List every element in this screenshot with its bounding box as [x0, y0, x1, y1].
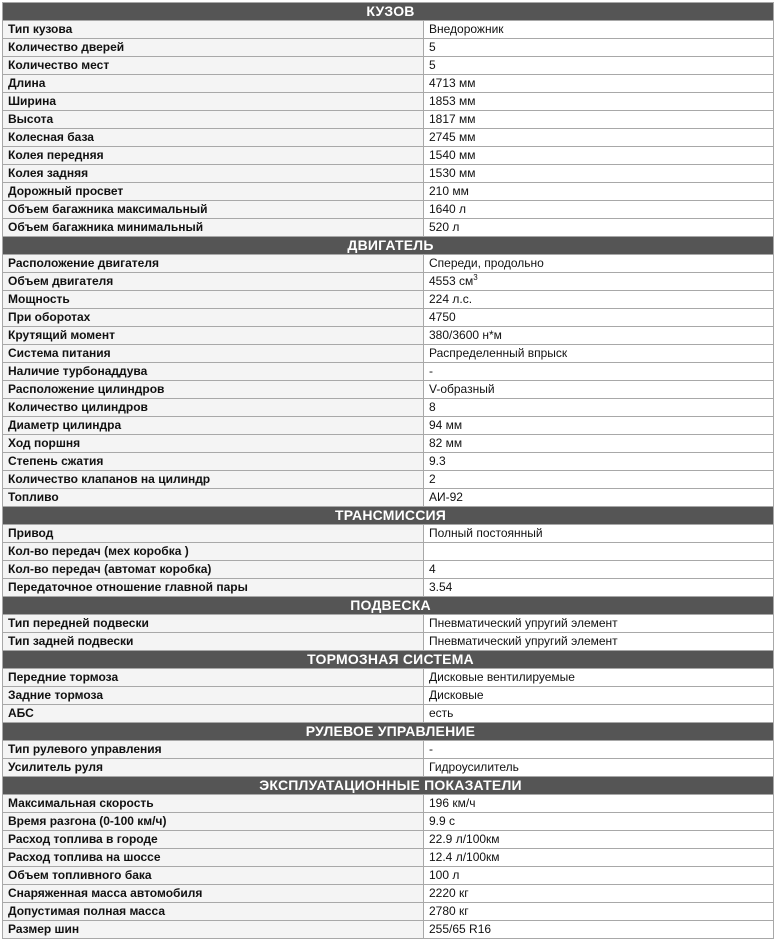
spec-value [424, 489, 774, 507]
spec-label: Диаметр цилиндра [3, 417, 424, 435]
table-row [3, 165, 774, 183]
spec-value [424, 579, 774, 597]
spec-value-text: Гидроусилитель [429, 760, 519, 774]
spec-label: Снаряженная масса автомобиля [3, 885, 424, 903]
spec-label: Ширина [3, 93, 424, 111]
table-row [3, 93, 774, 111]
spec-value [424, 669, 774, 687]
spec-value [424, 273, 774, 291]
table-row [3, 831, 774, 849]
section-title: ПОДВЕСКА [3, 597, 774, 615]
table-row [3, 417, 774, 435]
spec-value [424, 147, 774, 165]
spec-value [424, 219, 774, 237]
table-row [3, 489, 774, 507]
spec-label: Количество мест [3, 57, 424, 75]
spec-value [424, 417, 774, 435]
spec-value-text: 2 [429, 472, 436, 486]
table-row [3, 309, 774, 327]
spec-value [424, 633, 774, 651]
spec-value-text: 94 мм [429, 418, 463, 432]
section-header [3, 3, 774, 21]
table-row [3, 129, 774, 147]
spec-value-text: 100 л [429, 868, 460, 882]
table-row [3, 201, 774, 219]
spec-label: Допустимая полная масса [3, 903, 424, 921]
specs-table-body [3, 3, 774, 939]
table-row [3, 471, 774, 489]
table-row [3, 903, 774, 921]
spec-value [424, 471, 774, 489]
spec-value [424, 381, 774, 399]
spec-label: Тип рулевого управления [3, 741, 424, 759]
spec-value-text: - [429, 742, 433, 756]
spec-label: Колея задняя [3, 165, 424, 183]
spec-value [424, 57, 774, 75]
spec-value [424, 867, 774, 885]
spec-label: При оборотах [3, 309, 424, 327]
spec-value-text: Пневматический упругий элемент [429, 634, 618, 648]
spec-value-text: 5 [429, 40, 436, 54]
table-row [3, 21, 774, 39]
spec-value-superscript: 3 [473, 273, 478, 282]
spec-value-text: Пневматический упругий элемент [429, 616, 618, 630]
section-header [3, 597, 774, 615]
spec-value-text: Спереди, продольно [429, 256, 544, 270]
table-row [3, 183, 774, 201]
table-row [3, 219, 774, 237]
table-row [3, 75, 774, 93]
section-header [3, 237, 774, 255]
spec-label: Тип кузова [3, 21, 424, 39]
table-row [3, 795, 774, 813]
table-row [3, 525, 774, 543]
spec-value-text: 1853 мм [429, 94, 476, 108]
spec-value [424, 921, 774, 939]
spec-value [424, 39, 774, 57]
spec-value-text: 255/65 R16 [429, 922, 492, 936]
spec-value-text: 1640 л [429, 202, 467, 216]
spec-value-text: 4 [429, 562, 436, 576]
spec-value [424, 75, 774, 93]
section-title: ТОРМОЗНАЯ СИСТЕМА [3, 651, 774, 669]
spec-value-text: 520 л [429, 220, 460, 234]
spec-value [424, 327, 774, 345]
spec-label: Длина [3, 75, 424, 93]
spec-value [424, 165, 774, 183]
table-row [3, 705, 774, 723]
spec-label: Наличие турбонаддува [3, 363, 424, 381]
spec-value-text: Распределенный впрыск [429, 346, 568, 360]
spec-value-text: 2745 мм [429, 130, 476, 144]
table-row [3, 561, 774, 579]
spec-label: Передаточное отношение главной пары [3, 579, 424, 597]
table-row [3, 111, 774, 129]
table-row [3, 687, 774, 705]
spec-label: Количество клапанов на цилиндр [3, 471, 424, 489]
table-row [3, 291, 774, 309]
spec-value-text: Дисковые [429, 688, 484, 702]
table-row [3, 579, 774, 597]
table-row [3, 381, 774, 399]
spec-label: Колея передняя [3, 147, 424, 165]
section-header [3, 651, 774, 669]
spec-value [424, 435, 774, 453]
spec-value-text: 1530 мм [429, 166, 476, 180]
spec-value [424, 561, 774, 579]
spec-label: Крутящий момент [3, 327, 424, 345]
spec-value [424, 705, 774, 723]
spec-value [424, 885, 774, 903]
spec-label: Время разгона (0-100 км/ч) [3, 813, 424, 831]
spec-value-text: Внедорожник [429, 22, 504, 36]
spec-label: Кол-во передач (мех коробка ) [3, 543, 424, 561]
spec-value [424, 849, 774, 867]
spec-value [424, 183, 774, 201]
spec-value-text: 1540 мм [429, 148, 476, 162]
spec-label: Объем топливного бака [3, 867, 424, 885]
spec-label: Количество дверей [3, 39, 424, 57]
spec-label: Расположение цилиндров [3, 381, 424, 399]
spec-value [424, 903, 774, 921]
spec-label: Объем багажника максимальный [3, 201, 424, 219]
spec-value-text: 2780 кг [429, 904, 469, 918]
spec-value [424, 291, 774, 309]
spec-value-text: АИ-92 [429, 490, 463, 504]
spec-value-text: 9.3 [429, 454, 446, 468]
spec-value-text: 3.54 [429, 580, 453, 594]
spec-value-text: 9.9 с [429, 814, 456, 828]
spec-label: Колесная база [3, 129, 424, 147]
table-row [3, 345, 774, 363]
spec-value [424, 525, 774, 543]
spec-label: АБС [3, 705, 424, 723]
spec-value [424, 255, 774, 273]
spec-value [424, 813, 774, 831]
table-row [3, 813, 774, 831]
spec-value [424, 831, 774, 849]
spec-label: Топливо [3, 489, 424, 507]
spec-label: Ход поршня [3, 435, 424, 453]
spec-value-text: 82 мм [429, 436, 463, 450]
spec-value [424, 453, 774, 471]
spec-value-text: 2220 кг [429, 886, 469, 900]
spec-label: Высота [3, 111, 424, 129]
spec-label: Тип задней подвески [3, 633, 424, 651]
table-row [3, 435, 774, 453]
spec-label: Усилитель руля [3, 759, 424, 777]
table-row [3, 147, 774, 165]
spec-value [424, 687, 774, 705]
table-row [3, 543, 774, 561]
spec-label: Дорожный просвет [3, 183, 424, 201]
spec-label: Количество цилиндров [3, 399, 424, 417]
table-row [3, 885, 774, 903]
table-row [3, 633, 774, 651]
table-row [3, 849, 774, 867]
spec-label: Расположение двигателя [3, 255, 424, 273]
table-row [3, 867, 774, 885]
spec-value [424, 93, 774, 111]
section-title: ЭКСПЛУАТАЦИОННЫЕ ПОКАЗАТЕЛИ [3, 777, 774, 795]
spec-value-text: 4553 см [429, 274, 474, 288]
spec-value-text: 12.4 л/100км [429, 850, 500, 864]
spec-value-text: 1817 мм [429, 112, 476, 126]
spec-value-text: 380/3600 н*м [429, 328, 502, 342]
spec-value-text: есть [429, 706, 454, 720]
section-header [3, 777, 774, 795]
table-row [3, 57, 774, 75]
spec-value [424, 363, 774, 381]
table-row [3, 327, 774, 345]
spec-value-text: Дисковые вентилируемые [429, 670, 575, 684]
spec-value-text: Полный постоянный [429, 526, 543, 540]
spec-label: Расход топлива в городе [3, 831, 424, 849]
spec-label: Система питания [3, 345, 424, 363]
spec-label: Степень сжатия [3, 453, 424, 471]
spec-label: Привод [3, 525, 424, 543]
spec-label: Объем багажника минимальный [3, 219, 424, 237]
spec-label: Объем двигателя [3, 273, 424, 291]
spec-value [424, 345, 774, 363]
section-title: РУЛЕВОЕ УПРАВЛЕНИЕ [3, 723, 774, 741]
spec-value-text: 196 км/ч [429, 796, 476, 810]
table-row [3, 669, 774, 687]
section-title: ДВИГАТЕЛЬ [3, 237, 774, 255]
specs-table [2, 2, 774, 939]
section-header [3, 723, 774, 741]
section-header [3, 507, 774, 525]
section-title: КУЗОВ [3, 3, 774, 21]
spec-label: Размер шин [3, 921, 424, 939]
spec-label: Максимальная скорость [3, 795, 424, 813]
table-row [3, 453, 774, 471]
spec-label: Мощность [3, 291, 424, 309]
spec-value-text: - [429, 364, 433, 378]
table-row [3, 741, 774, 759]
spec-value [424, 129, 774, 147]
spec-value [424, 615, 774, 633]
spec-value [424, 543, 774, 561]
spec-value-text: 4713 мм [429, 76, 476, 90]
table-row [3, 615, 774, 633]
table-row [3, 363, 774, 381]
table-row [3, 273, 774, 291]
spec-value-text: V-образный [429, 382, 495, 396]
spec-value [424, 309, 774, 327]
spec-value [424, 399, 774, 417]
table-row [3, 759, 774, 777]
table-row [3, 255, 774, 273]
section-title: ТРАНСМИССИЯ [3, 507, 774, 525]
spec-value [424, 111, 774, 129]
spec-value-text: 210 мм [429, 184, 469, 198]
spec-label: Задние тормоза [3, 687, 424, 705]
spec-value-text: 22.9 л/100км [429, 832, 500, 846]
spec-label: Кол-во передач (автомат коробка) [3, 561, 424, 579]
spec-value-text: 5 [429, 58, 436, 72]
spec-value [424, 795, 774, 813]
spec-label: Расход топлива на шоссе [3, 849, 424, 867]
spec-value-text: 4750 [429, 310, 456, 324]
spec-value [424, 759, 774, 777]
spec-label: Тип передней подвески [3, 615, 424, 633]
table-row [3, 399, 774, 417]
spec-label: Передние тормоза [3, 669, 424, 687]
spec-value [424, 201, 774, 219]
table-row [3, 921, 774, 939]
spec-value-text: 224 л.с. [429, 292, 473, 306]
spec-value [424, 21, 774, 39]
spec-value [424, 741, 774, 759]
table-row [3, 39, 774, 57]
spec-value-text: 8 [429, 400, 436, 414]
